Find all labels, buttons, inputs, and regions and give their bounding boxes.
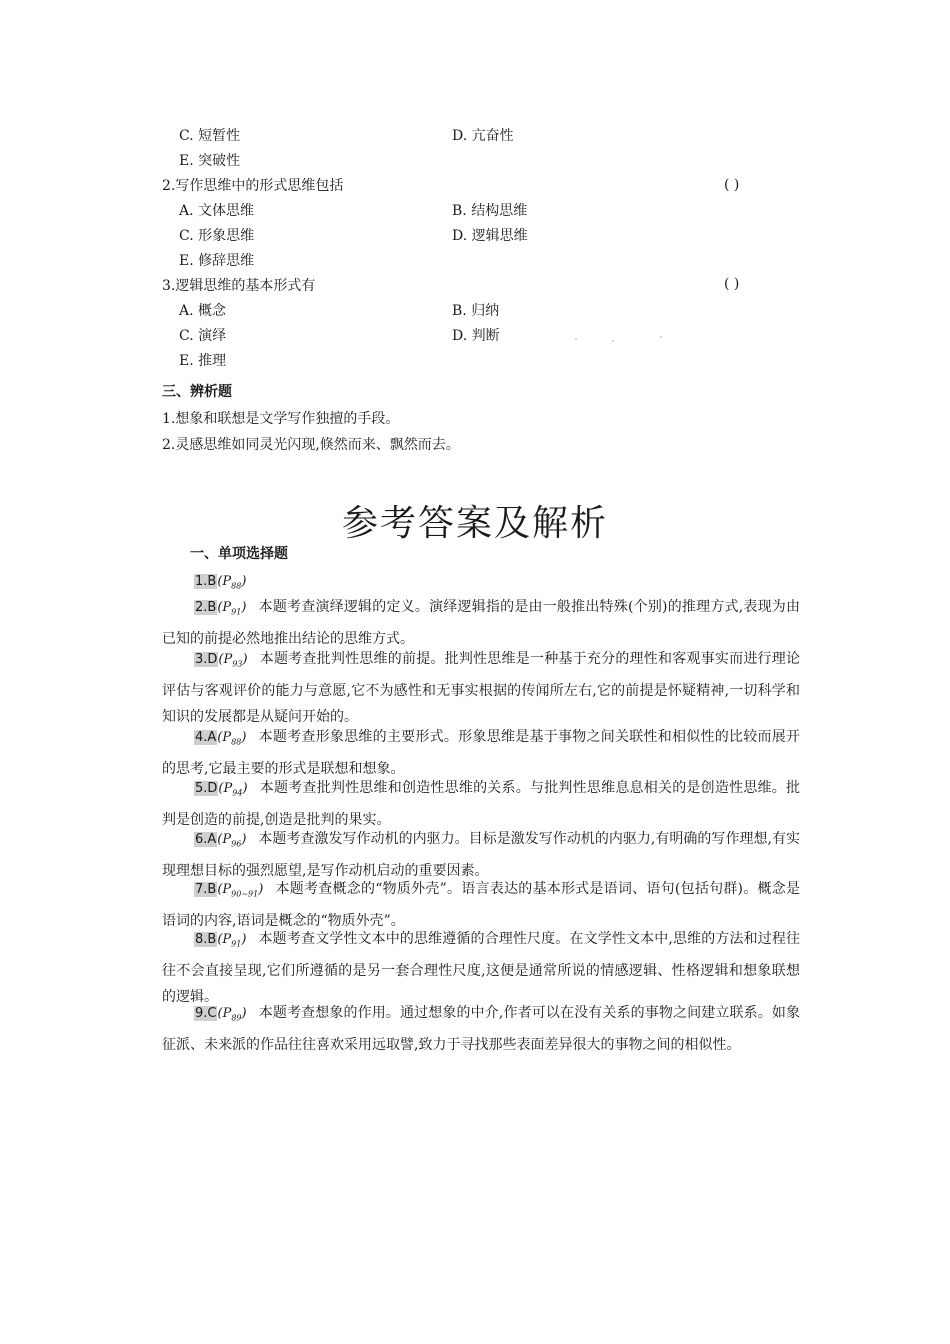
page-reference: $(P_{91})$ <box>217 600 247 617</box>
answer-item <box>162 594 800 652</box>
answer-key: 7.B <box>195 882 217 897</box>
answer-explanation: 本题考查批判性思维和创造性思维的关系。与批判性思维息息相关的是创造性思维。批判是创造的前提,创造是批判的果实。 <box>162 780 800 828</box>
page-reference: $(P_{94})$ <box>218 781 248 798</box>
q3-stem: 3.逻辑思维的基本形式有 <box>162 278 316 294</box>
q2-stem: 2.写作思维中的形式思维包括 <box>162 178 344 194</box>
page-reference: $(P_{88})$ <box>217 574 247 591</box>
page-reference: $(P_{96})$ <box>217 832 247 849</box>
q2-option-b: B. 结构思维 <box>452 203 528 219</box>
page-reference: $(P_{90\sim 91})$ <box>217 882 264 899</box>
answer-key: 9.C <box>195 1006 217 1021</box>
answer-key: 5.D <box>195 781 218 796</box>
page-reference: $(P_{88})$ <box>217 730 247 747</box>
answer-explanation: 本题考查演绎逻辑的定义。演绎逻辑指的是由一般推出特殊(个别)的推理方式,表现为由已知的前提必然地推出结论的思维方式。 <box>162 599 800 647</box>
answers-title: 参考答案及解析 <box>341 503 608 544</box>
answer-explanation: 本题考查批判性思维的前提。批判性思维是一种基于充分的理性和客观事实而进行理论评估与客观评价的能力与意愿,它不为感性和无事实根据的传闻所左右,它的前提是怀疑精神,一切科学和知识的发展都是从疑问开始的。 <box>162 651 800 725</box>
scan-speck <box>612 340 614 342</box>
q3-option-a: A. 概念 <box>179 303 227 319</box>
q3-option-e: E. 推理 <box>179 353 227 369</box>
section3-item-2: 2.灵感思维如同灵光闪现,倏然而来、飘然而去。 <box>162 437 460 453</box>
q1-option-e: E. 突破性 <box>179 153 241 169</box>
answer-item <box>162 646 800 730</box>
answer-explanation: 本题考查激发写作动机的内驱力。目标是激发写作动机的内驱力,有明确的写作理想,有实现理想目标的强烈愿望,是写作动机启动的重要因素。 <box>162 831 800 879</box>
q3-answer-blank: ( ) <box>724 276 740 292</box>
answer-key: 8.B <box>195 932 217 947</box>
q3-option-b: B. 归纳 <box>452 303 500 319</box>
answer-item <box>162 1000 800 1058</box>
q1-option-c: C. 短暂性 <box>179 128 241 144</box>
scan-speck <box>575 338 577 340</box>
q2-option-d: D. 逻辑思维 <box>452 228 528 244</box>
answer-item <box>162 826 800 884</box>
answers-section1-heading: 一、单项选择题 <box>190 546 288 562</box>
answer-key: 1.B <box>195 574 217 589</box>
section3-heading: 三、辨析题 <box>162 384 232 400</box>
q3-option-d: D. 判断 <box>452 328 500 344</box>
answer-explanation: 本题考查概念的“物质外壳”。语言表达的基本形式是语词、语句(包括句群)。概念是语词的内容,语词是概念的“物质外壳”。 <box>162 881 800 929</box>
answer-explanation: 本题考查文学性文本中的思维遵循的合理性尺度。在文学性文本中,思维的方法和过程往往不会直接呈现,它们所遵循的是另一套合理性尺度,这便是通常所说的情感逻辑、性格逻辑和想象联想的逻辑。 <box>162 931 800 1005</box>
q2-option-c: C. 形象思维 <box>179 228 255 244</box>
q1-option-d: D. 亢奋性 <box>452 128 514 144</box>
answer-explanation: 本题考查形象思维的主要形式。形象思维是基于事物之间关联性和相似性的比较而展开的思考,它最主要的形式是联想和想象。 <box>162 729 800 777</box>
answer-key: 2.B <box>195 600 217 615</box>
q2-option-e: E. 修辞思维 <box>179 253 255 269</box>
answer-key: 3.D <box>195 652 218 667</box>
page-reference: $(P_{91})$ <box>217 932 247 949</box>
answer-key: 4.A <box>195 730 217 745</box>
q3-option-c: C. 演绎 <box>179 328 227 344</box>
answer-item <box>162 775 800 833</box>
scan-speck <box>660 336 662 338</box>
answer-item <box>162 876 800 934</box>
page-reference: $(P_{89})$ <box>217 1006 247 1023</box>
answer-item <box>162 724 800 782</box>
page-reference: $(P_{93})$ <box>218 652 248 669</box>
q2-option-a: A. 文体思维 <box>179 203 255 219</box>
answer-explanation: 本题考查想象的作用。通过想象的中介,作者可以在没有关系的事物之间建立联系。如象征派、未来派的作品往往喜欢采用远取譬,致力于寻找那些表面差异很大的事物之间的相似性。 <box>162 1005 800 1053</box>
q2-answer-blank: ( ) <box>724 177 740 193</box>
section3-item-1: 1.想象和联想是文学写作独擅的手段。 <box>162 411 400 427</box>
answer-item <box>162 926 800 1010</box>
answer-key: 6.A <box>195 832 217 847</box>
